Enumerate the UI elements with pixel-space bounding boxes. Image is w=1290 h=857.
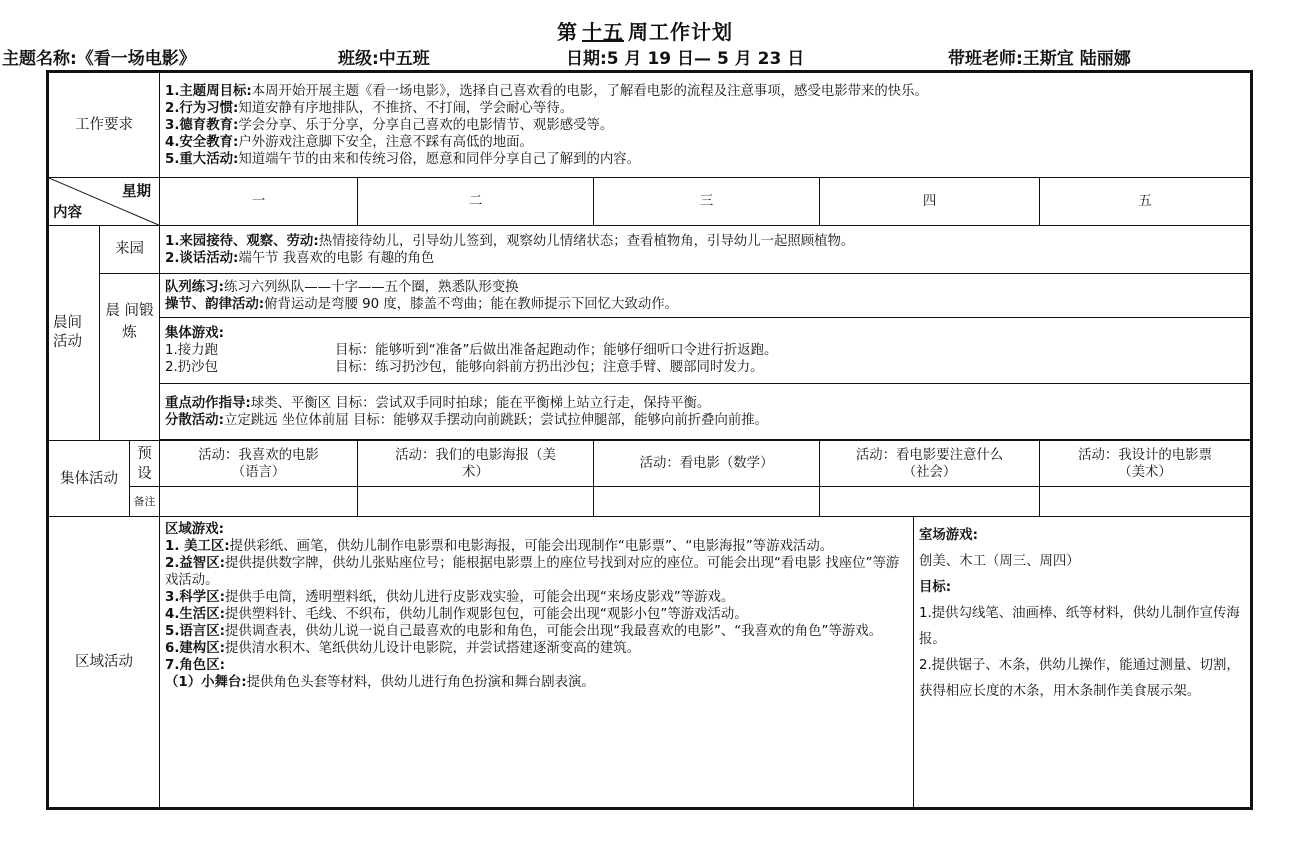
area-activity-label: 区域活动 (48, 517, 160, 809)
room-goal-item: 2.提供锯子、木条，供幼儿操作，能通过测量、切割，获得相应长度的木条，用木条制作美食展示架。 (919, 658, 1240, 699)
area-item: （1）小舞台:提供角色头套等材料，供幼儿进行角色扮演和舞台剧表演。 (165, 675, 595, 690)
note-thu (820, 487, 1040, 517)
exercise-label: 晨 间锻炼 (100, 274, 160, 441)
requirement-item: 1.主题周目标:本周开始开展主题《看一场电影》，选择自己喜欢看的电影，了解看电影的流程及注意事项，感受电影带来的快乐。 (165, 83, 928, 99)
game-item: 2.扔沙包 目标：练习扔沙包，能够向斜前方扔出沙包；注意手臂、腰部同时发力。 (165, 360, 764, 375)
room-games-title: 室场游戏: (919, 528, 978, 543)
group-games-row (48, 318, 1252, 384)
week-number: 十五 (582, 20, 624, 44)
group-games-content: 集体游戏: 1.接力跑 目标：能够听到“准备”后做出准备起跑动作；能够仔细听口令进行折返跑。 2.扔沙包 目标：练习扔沙包，能够向斜前方扔出沙包；注意手臂、腰部同时发力。 (160, 318, 1252, 384)
note-fri (1040, 487, 1252, 517)
preset-label: 预设 (130, 441, 160, 487)
title-prefix: 第 (557, 20, 578, 44)
group-activity-preset-row (48, 441, 1252, 487)
area-activity-row (48, 517, 1252, 809)
group-activity-label: 集体活动 (48, 441, 130, 517)
area-item: 6.建构区:提供清水积木、笔纸供幼儿设计电影院，并尝试搭建逐渐变高的建筑。 (165, 641, 641, 656)
header-meta (2, 44, 1246, 69)
work-plan-table (46, 70, 1253, 810)
room-games-content (914, 517, 1252, 809)
area-item: 3.科学区:提供手电筒，透明塑料纸，供幼儿进行皮影戏实验，可能会出现“来场皮影戏”等游戏。 (165, 590, 735, 605)
morning-activity-label: 晨间活动 (48, 226, 100, 441)
requirement-item: 2.行为习惯:知道安静有序地排队，不推挤、不打闹，学会耐心等待。 (165, 100, 574, 116)
day-header-fri: 五 (1040, 178, 1252, 226)
day-header-wed: 三 (594, 178, 820, 226)
page-title (0, 16, 1290, 45)
theme-name: 主题名称:《看一场电影》 (2, 49, 196, 69)
room-games-line: 创美、木工（周三、周四） (919, 554, 1080, 569)
day-header-mon: 一 (160, 178, 358, 226)
area-item: 2.益智区:提供提供数字牌，供幼儿张贴座位号；能根据电影票上的座位号找到对应的座位。可能会出现“看电影 找座位”等游戏活动。 (165, 556, 900, 588)
key-move-content: 重点动作指导:球类、平衡区 目标：尝试双手同时拍球；能在平衡梯上站立行走，保持平衡。 分散活动:立定跳远 坐位体前屈 目标：能够双手摆动向前跳跃；尝试拉伸腿部，能够向前折叠向前推。 (160, 384, 1252, 440)
activity-tue: 活动：我们的电影海报（美 术） (358, 441, 594, 487)
exercise-queue-row (48, 274, 1252, 318)
note-mon (160, 487, 358, 517)
teacher-names: 带班老师:王斯宜 陆丽娜 (948, 49, 1131, 69)
title-suffix: 周工作计划 (628, 20, 733, 44)
note-wed (594, 487, 820, 517)
requirement-item: 5.重大活动:知道端午节的由来和传统习俗，愿意和同伴分享自己了解到的内容。 (165, 151, 641, 167)
requirements-row (48, 72, 1252, 178)
corner-content-label: 内容 (53, 205, 82, 221)
arrival-label: 来园 (100, 226, 160, 274)
day-header-thu: 四 (820, 178, 1040, 226)
area-item: 4.生活区:提供塑料针、毛线、不织布，供幼儿制作观影包包，可能会出现“观影小包”等游戏活动。 (165, 607, 748, 622)
area-item: 5.语言区:提供调查表，供幼儿说一说自己最喜欢的电影和角色，可能会出现“我最喜欢的电影”、“我喜欢的角色”等游戏。 (165, 624, 883, 639)
area-item: 1. 美工区:提供彩纸、画笔，供幼儿制作电影票和电影海报，可能会出现制作“电影票”、“电影海报”等游戏活动。 (165, 539, 834, 554)
key-move-row (48, 384, 1252, 440)
requirement-item: 3.德育教育:学会分享、乐于分享，分享自己喜欢的电影情节、观影感受等。 (165, 117, 614, 133)
requirements-content (160, 72, 1252, 178)
requirement-item: 4.安全教育:户外游戏注意脚下安全，注意不踩有高低的地面。 (165, 134, 533, 150)
activity-thu: 活动：看电影要注意什么 （社会） (820, 441, 1040, 487)
area-games-content: 区域游戏: 1. 美工区:提供彩纸、画笔，供幼儿制作电影票和电影海报，可能会出现制作“电影票”、“电影海报”等游戏活动。 2.益智区:提供提供数字牌，供幼儿张贴座位号；能根据电影票上的座位号找到对应的座位。可能会出现“看电影 找座位”等游戏活动。 3.科学区:提供手电筒，透明塑料纸，供幼儿进行皮影戏实验，可能会出现“来场皮影戏”等游戏。 4.生活区:提供塑料针、毛线、不织布，供幼儿制作观影包包，可能会出现“观影小包”等游戏活动。 5.语言区:提供调查表，供幼儿说一说自己最喜欢的电影和角色，可能会出现“我最喜欢的电影”、“我喜欢的角色”等游戏。 6.建构区:提供清水积木、笔纸供幼儿设计电影院，并尝试搭建逐渐变高的建筑。 7.角色区: （1）小舞台:提供角色头套等材料，供幼儿进行角色扮演和舞台剧表演。 (160, 517, 914, 809)
day-header-tue: 二 (358, 178, 594, 226)
activity-wed: 活动：看电影（数学） (594, 441, 820, 487)
activity-fri: 活动：我设计的电影票 （美术） (1040, 441, 1252, 487)
group-activity-note-row (48, 487, 1252, 517)
weekday-row (48, 178, 1252, 226)
arrival-content: 1.来园接待、观察、劳动:热情接待幼儿，引导幼儿签到，观察幼儿情绪状态；查看植物角，引导幼儿一起照顾植物。 2.谈话活动:端午节 我喜欢的电影 有趣的角色 (160, 226, 1252, 274)
area-item: 7.角色区: (165, 658, 225, 673)
room-goal-item: 1.提供勾线笔、油画棒、纸等材料，供幼儿制作宣传海报。 (919, 606, 1240, 647)
activity-mon: 活动：我喜欢的电影 （语言） (160, 441, 358, 487)
exercise-queue-content: 队列练习:练习六列纵队——十字——五个圈，熟悉队形变换 操节、韵律活动:俯背运动是弯腰 90 度，膝盖不弯曲；能在教师提示下回忆大致动作。 (160, 274, 1252, 318)
date-range: 日期:5 月 19 日— 5 月 23 日 (566, 49, 805, 69)
weekday-corner (48, 178, 160, 226)
class-name: 班级:中五班 (338, 49, 430, 69)
arrival-row (48, 226, 1252, 274)
room-goal-title: 目标: (919, 580, 952, 595)
note-label: 备注 (130, 487, 160, 517)
game-item: 1.接力跑 目标：能够听到“准备”后做出准备起跑动作；能够仔细听口令进行折返跑。 (165, 343, 778, 358)
corner-weekday-label: 星期 (122, 184, 152, 200)
note-tue (358, 487, 594, 517)
requirements-label: 工作要求 (48, 72, 160, 178)
